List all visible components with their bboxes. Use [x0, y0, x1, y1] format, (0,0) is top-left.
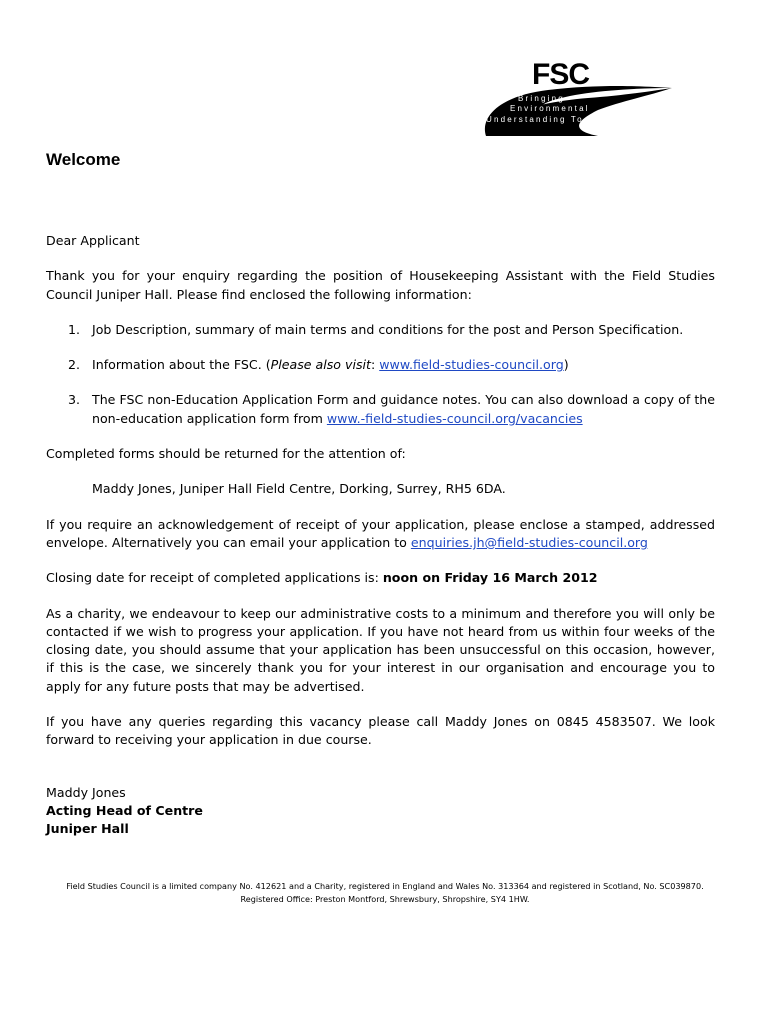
logo-tagline-3: Understanding To All	[486, 115, 604, 124]
list-item-text: The FSC non-Education Application Form and guidance notes. You can also download a copy of the non-education application form from	[92, 392, 715, 426]
logo-tagline-1: Bringing	[518, 94, 565, 103]
letter-body	[46, 232, 715, 839]
logo-tagline-2: Environmental	[510, 104, 590, 113]
closing-date-label: Closing date for receipt of completed applications is:	[46, 570, 383, 586]
list-number: 1.	[68, 321, 81, 337]
enclosure-list	[46, 321, 715, 428]
footer	[0, 880, 770, 906]
signature-block	[46, 784, 715, 839]
list-number: 3.	[68, 392, 81, 408]
list-item	[46, 356, 715, 374]
email-link[interactable]: enquiries.jh@field-studies-council.org	[410, 534, 648, 550]
return-address: Maddy Jones, Juniper Hall Field Centre, Dorking, Surrey, RH5 6DA.	[92, 481, 506, 497]
closing-date-value: noon on Friday 16 March 2012	[382, 570, 598, 586]
list-item	[46, 321, 715, 339]
closing-date-paragraph	[46, 569, 715, 587]
fsc-logo	[478, 58, 674, 138]
list-item-text: Job Description, summary of main terms and conditions for the post and Person Specification.	[92, 321, 684, 337]
list-item-close: )	[563, 357, 569, 373]
signature-title: Acting Head of Centre	[46, 802, 203, 818]
queries-paragraph: If you have any queries regarding this vacancy please call Maddy Jones on 0845 4583507. We look forward to receiving your application in due course.	[46, 714, 715, 748]
fsc-website-link[interactable]: www.field-studies-council.org	[379, 357, 564, 373]
signature-place: Juniper Hall	[46, 821, 129, 837]
return-intro: Completed forms should be returned for the attention of:	[46, 446, 406, 462]
vacancies-link[interactable]: www.-field-studies-council.org/vacancies	[326, 410, 583, 426]
page-title: Welcome	[46, 150, 121, 169]
signature-name: Maddy Jones	[46, 784, 126, 800]
intro-paragraph: Thank you for your enquiry regarding the position of Housekeeping Assistant with the Field Studies Council Juniper Hall. Please find enclosed the following information:	[46, 268, 715, 302]
logo-name: FSC	[532, 58, 589, 91]
acknowledgement-paragraph	[46, 516, 715, 553]
list-item-colon: :	[370, 357, 380, 373]
charity-paragraph: As a charity, we endeavour to keep our administrative costs to a minimum and therefore you will only be contacted if we wish to progress your application. If you have not heard from us within four weeks of the closing date, you should assume that your application has been unsuccessful on this occasion, however, if this is the case, we sincerely thank you for your interest in our organisation and encourage you to apply for any future posts that may be advertised.	[46, 605, 715, 694]
footer-line-2: Registered Office: Preston Montford, Shrewsbury, Shropshire, SY4 1HW.	[240, 894, 530, 904]
list-item-italic: Please also visit	[270, 357, 371, 373]
acknowledgement-text: If you require an acknowledgement of receipt of your application, please enclose a stamped, addressed envelope. Alternatively you can email your application to	[46, 516, 715, 550]
salutation: Dear Applicant	[46, 233, 140, 248]
list-number: 2.	[68, 357, 81, 373]
list-item	[46, 391, 715, 428]
list-item-text: Information about the FSC. (	[92, 357, 271, 373]
footer-line-1: Field Studies Council is a limited company No. 412621 and a Charity, registered in England and Wales No. 313364 and registered in Scotland, No. SC039870.	[66, 881, 704, 891]
